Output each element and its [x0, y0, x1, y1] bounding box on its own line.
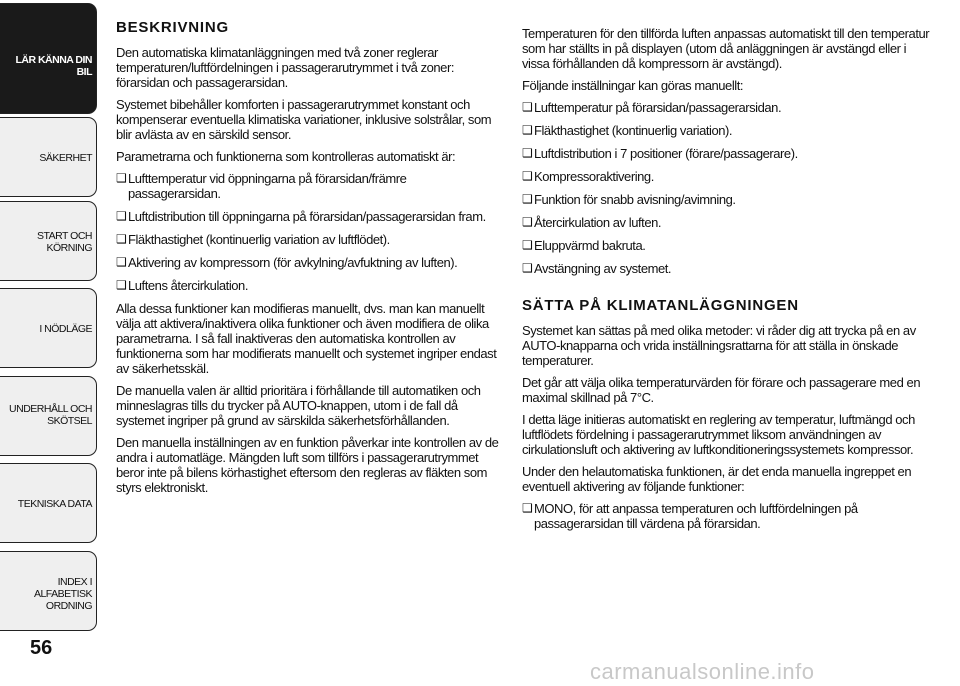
paragraph: Temperaturen för den tillförda luften anpassas automatiskt till den temperatur som har ställts in på displayen (utom då anläggningen är avstängd eller i vissa förhållanden då kompressorn är avstängd). — [522, 26, 930, 71]
tab-label-line: LÄR KÄNNA DIN — [15, 54, 92, 66]
paragraph: Under den helautomatiska funktionen, är det enda manuella ingreppet en eventuell aktivering av följande funktioner: — [522, 464, 912, 494]
list-item: ❑ Fläkthastighet (kontinuerlig variation). — [522, 123, 932, 138]
page-number: 56 — [30, 637, 53, 659]
list-item: ❑ Återcirkulation av luften. — [522, 215, 932, 230]
tab-label-line: TEKNISKA DATA — [17, 498, 92, 510]
tab-label-line: BIL — [76, 66, 92, 78]
paragraph: Det går att välja olika temperaturvärden för förare och passagerare med en maximal skillnad på 7°C. — [522, 375, 921, 405]
list-item: ❑ Kompressoraktivering. — [522, 169, 932, 184]
tab-index-i-alfabetisk-ordning[interactable] — [0, 551, 97, 631]
tab-i-nodlage[interactable] — [0, 288, 97, 368]
tab-underhall-och-skotsel[interactable] — [0, 376, 97, 456]
tab-label-line: SÄKERHET — [39, 152, 92, 164]
paragraph: Följande inställningar kan göras manuellt: — [522, 78, 744, 93]
chapter-sidebar — [0, 0, 102, 686]
tab-label-line: SKÖTSEL — [47, 415, 92, 427]
list-item: ❑ Eluppvärmd bakruta. — [522, 238, 932, 253]
paragraph: Den manuella inställningen av en funktion påverkar inte kontrollen av de andra i automatläge. Mängden luft som tillförs i passagerarutrymmet beror inte på bilens körhastighet eftersom den regleras av fläkten som styrs elektroniskt. — [116, 435, 499, 495]
list-item: ❑ MONO, för att anpassa temperaturen och luftfördelningen på passagerarsidan till värdena på förarsidan. — [522, 501, 932, 531]
list-item: ❑ Luftens återcirkulation. — [116, 278, 501, 293]
watermark: carmanualsonline.info — [590, 659, 815, 684]
list-item: ❑ Lufttemperatur på förarsidan/passagerarsidan. — [522, 100, 932, 115]
tab-label-line: I NÖDLÄGE — [39, 323, 92, 335]
tab-lar-kanna-din-bil[interactable] — [0, 3, 97, 114]
tab-label-line: UNDERHÅLL OCH — [9, 403, 92, 415]
tab-label-line: INDEX I ALFABETISK — [33, 576, 92, 600]
section-heading-satta-pa: SÄTTA PÅ KLIMATANLÄGGNINGEN — [522, 297, 799, 314]
left-column — [116, 20, 501, 502]
list-item: ❑ Avstängning av systemet. — [522, 261, 932, 276]
right-column — [522, 26, 932, 539]
paragraph: I detta läge initieras automatiskt en reglering av temperatur, luftmängd och luftflödets fördelning i passagerarutrymmet liksom användningen av cirkulationsluft och aktivering av luftkonditioneringssystemets kompressor. — [522, 412, 915, 457]
list-item: ❑ Aktivering av kompressorn (för avkylning/avfuktning av luften). — [116, 255, 501, 270]
paragraph: Den automatiska klimatanläggningen med två zoner reglerar temperaturen/luftfördelningen i passagerarutrymmet i två zoner: förarsidan och passagerarsidan. — [116, 45, 454, 90]
list-item: ❑ Luftdistribution till öppningarna på förarsidan/passagerarsidan fram. — [116, 209, 501, 224]
section-heading-beskrivning: BESKRIVNING — [116, 19, 229, 36]
paragraph: Systemet kan sättas på med olika metoder: vi råder dig att trycka på en av AUTO-knapparna och vrida inställningsrattarna för att ställa in önskade temperaturer. — [522, 323, 916, 368]
tab-start-och-korning[interactable] — [0, 201, 97, 281]
paragraph: Systemet bibehåller komforten i passagerarutrymmet konstant och kompenserar eventuella klimatiska variationer, inklusive solstrålar, som blir avlästa av en särskild sensor. — [116, 97, 492, 142]
paragraph: Alla dessa funktioner kan modifieras manuellt, dvs. man kan manuellt välja att aktivera/inaktivera olika funktioner och även modifiera de olika parametrarna. I så fall inaktiveras den automatiska kontrollen av funktionerna som har modifierats manuellt och systemet ingriper endast av säkerhetsskäl. — [116, 301, 497, 376]
tab-sakerhet[interactable] — [0, 117, 97, 197]
list-item: ❑ Luftdistribution i 7 positioner (förare/passagerare). — [522, 146, 932, 161]
tab-tekniska-data[interactable] — [0, 463, 97, 543]
list-item: ❑ Fläkthastighet (kontinuerlig variation av luftflödet). — [116, 232, 501, 247]
paragraph: De manuella valen är alltid prioritära i förhållande till automatiken och minneslagras tills du trycker på AUTO-knappen, utom i de fall då systemet ingriper på grund av särskilda säkerhetsförhållanden. — [116, 383, 481, 428]
tab-label-line: ORDNING — [45, 600, 92, 612]
tab-label-line: START OCH — [36, 230, 92, 242]
list-item: ❑ Funktion för snabb avisning/avimning. — [522, 192, 932, 207]
list-item: ❑ Lufttemperatur vid öppningarna på förarsidan/främre passagerarsidan. — [116, 171, 501, 201]
tab-label-line: KÖRNING — [46, 242, 92, 254]
paragraph: Parametrarna och funktionerna som kontrolleras automatiskt är: — [116, 149, 456, 164]
